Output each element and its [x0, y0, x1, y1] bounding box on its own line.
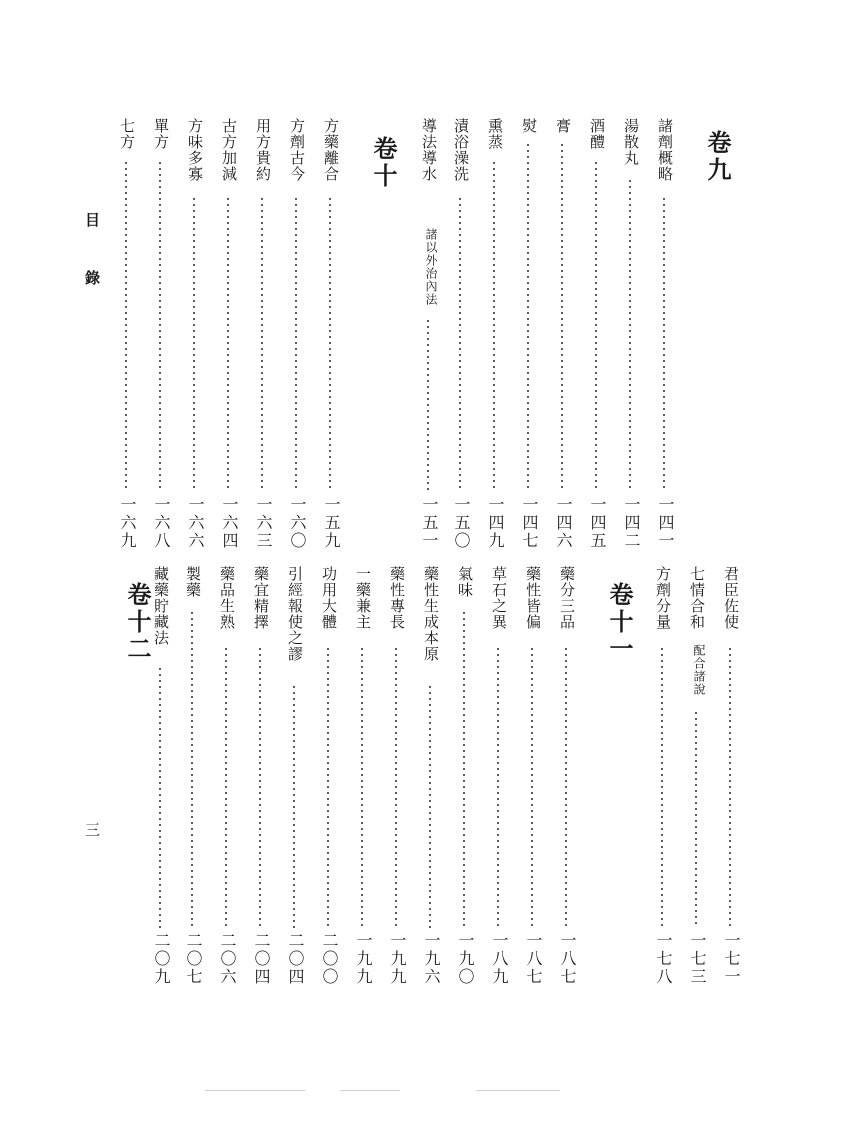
leader-dots — [227, 196, 229, 492]
volume-11-heading: 卷十一 — [605, 582, 634, 663]
entry-page: 一六九 — [118, 496, 137, 550]
entry-page: 一六〇 — [288, 496, 307, 550]
leader-dots — [295, 196, 297, 492]
leader-dots — [327, 646, 329, 928]
page-number: 三 — [83, 822, 101, 837]
leader-dots — [261, 196, 263, 492]
entry-note: 諸以外治內法 — [424, 228, 438, 306]
entry-page: 一四七 — [520, 496, 539, 550]
entry-title: 七情合和 — [688, 566, 706, 630]
entry-title: 藥分三品 — [558, 566, 576, 630]
entry-note: 配合諸說 — [692, 644, 706, 696]
entry-page: 二〇〇 — [320, 932, 339, 986]
entry-page: 一六四 — [220, 496, 239, 550]
leader-dots — [191, 610, 193, 928]
leader-dots — [463, 610, 465, 928]
entry-page: 一七八 — [654, 932, 673, 986]
leader-dots — [125, 160, 127, 492]
entry-title: 藥品生熟 — [218, 566, 236, 630]
entry-title: 酒醴 — [588, 118, 606, 150]
entry-page: 二〇四 — [286, 932, 305, 986]
leader-dots — [429, 684, 431, 928]
entry-title: 方劑古今 — [288, 118, 306, 182]
leader-dots — [159, 160, 161, 492]
leader-dots — [193, 196, 195, 492]
entry-page: 一六三 — [254, 496, 273, 550]
entry-title: 導法導水 — [420, 118, 438, 182]
leader-dots — [427, 318, 429, 492]
entry-page: 一五〇 — [452, 496, 471, 550]
leader-dots — [361, 646, 363, 928]
leader-dots — [225, 646, 227, 928]
entry-title: 君臣佐使 — [722, 566, 740, 630]
leader-dots — [329, 196, 331, 492]
entry-title: 諸劑概略 — [656, 118, 674, 182]
entry-page: 一九六 — [422, 932, 441, 986]
running-head-title: 目 — [83, 212, 101, 227]
scan-mark — [340, 1090, 400, 1091]
entry-title: 漬浴澡洗 — [452, 118, 470, 182]
volume-10-heading: 卷十 — [369, 136, 398, 190]
leader-dots — [159, 666, 161, 928]
entry-page: 一四二 — [622, 496, 641, 550]
entry-page: 一六六 — [186, 496, 205, 550]
volume-9-heading: 卷九 — [703, 130, 732, 184]
leader-dots — [459, 196, 461, 492]
leader-dots — [493, 160, 495, 492]
entry-title: 用方貴約 — [254, 118, 272, 182]
entry-page: 一四一 — [656, 496, 675, 550]
entry-page: 一八七 — [524, 932, 543, 986]
leader-dots — [695, 710, 697, 928]
entry-page: 一九〇 — [456, 932, 475, 986]
entry-title: 湯散丸 — [622, 118, 640, 166]
entry-page: 二〇六 — [218, 932, 237, 986]
entry-title: 氣味 — [456, 566, 474, 598]
entry-title: 製藥 — [184, 566, 202, 598]
entry-page: 一七一 — [722, 932, 741, 986]
leader-dots — [595, 160, 597, 492]
entry-title: 藥性生成本原 — [422, 566, 440, 662]
entry-title: 方味多寡 — [186, 118, 204, 182]
leader-dots — [561, 142, 563, 492]
entry-page: 一八七 — [558, 932, 577, 986]
entry-title: 藥性專長 — [388, 566, 406, 630]
entry-page: 一五九 — [322, 496, 341, 550]
entry-page: 一四六 — [554, 496, 573, 550]
entry-page: 二〇四 — [252, 932, 271, 986]
entry-title: 七方 — [118, 118, 136, 150]
leader-dots — [565, 646, 567, 928]
leader-dots — [629, 178, 631, 492]
entry-page: 一四五 — [588, 496, 607, 550]
leader-dots — [531, 646, 533, 928]
leader-dots — [661, 646, 663, 928]
entry-page: 二〇九 — [152, 932, 171, 986]
entry-page: 一七三 — [688, 932, 707, 986]
entry-page: 一九九 — [388, 932, 407, 986]
entry-page: 一四九 — [486, 496, 505, 550]
volume-12-heading: 卷十二 — [123, 582, 152, 663]
entry-page: 一五一 — [420, 496, 439, 550]
entry-title: 古方加減 — [220, 118, 238, 182]
entry-title: 膏 — [554, 118, 572, 134]
leader-dots — [663, 196, 665, 492]
leader-dots — [729, 646, 731, 928]
entry-title: 藥宜精擇 — [252, 566, 270, 630]
entry-page: 一九九 — [354, 932, 373, 986]
entry-title: 藥性皆偏 — [524, 566, 542, 630]
running-head-title-2: 錄 — [83, 270, 101, 285]
entry-title: 方藥離合 — [322, 118, 340, 182]
scan-mark — [476, 1090, 560, 1091]
entry-title: 功用大體 — [320, 566, 338, 630]
entry-title: 草石之異 — [490, 566, 508, 630]
entry-title: 熏蒸 — [486, 118, 504, 150]
leader-dots — [527, 142, 529, 492]
entry-title: 單方 — [152, 118, 170, 150]
entry-title: 藏藥貯藏法 — [152, 566, 170, 646]
entry-page: 一六八 — [152, 496, 171, 550]
entry-page: 二〇七 — [184, 932, 203, 986]
leader-dots — [497, 646, 499, 928]
leader-dots — [395, 646, 397, 928]
entry-title: 方劑分量 — [654, 566, 672, 630]
leader-dots — [259, 646, 261, 928]
scan-mark — [205, 1090, 305, 1091]
leader-dots — [293, 684, 295, 928]
entry-title: 引經報使之謬 — [286, 566, 304, 662]
entry-page: 一八九 — [490, 932, 509, 986]
entry-title: 熨 — [520, 118, 538, 134]
entry-title: 一藥兼主 — [354, 566, 372, 630]
